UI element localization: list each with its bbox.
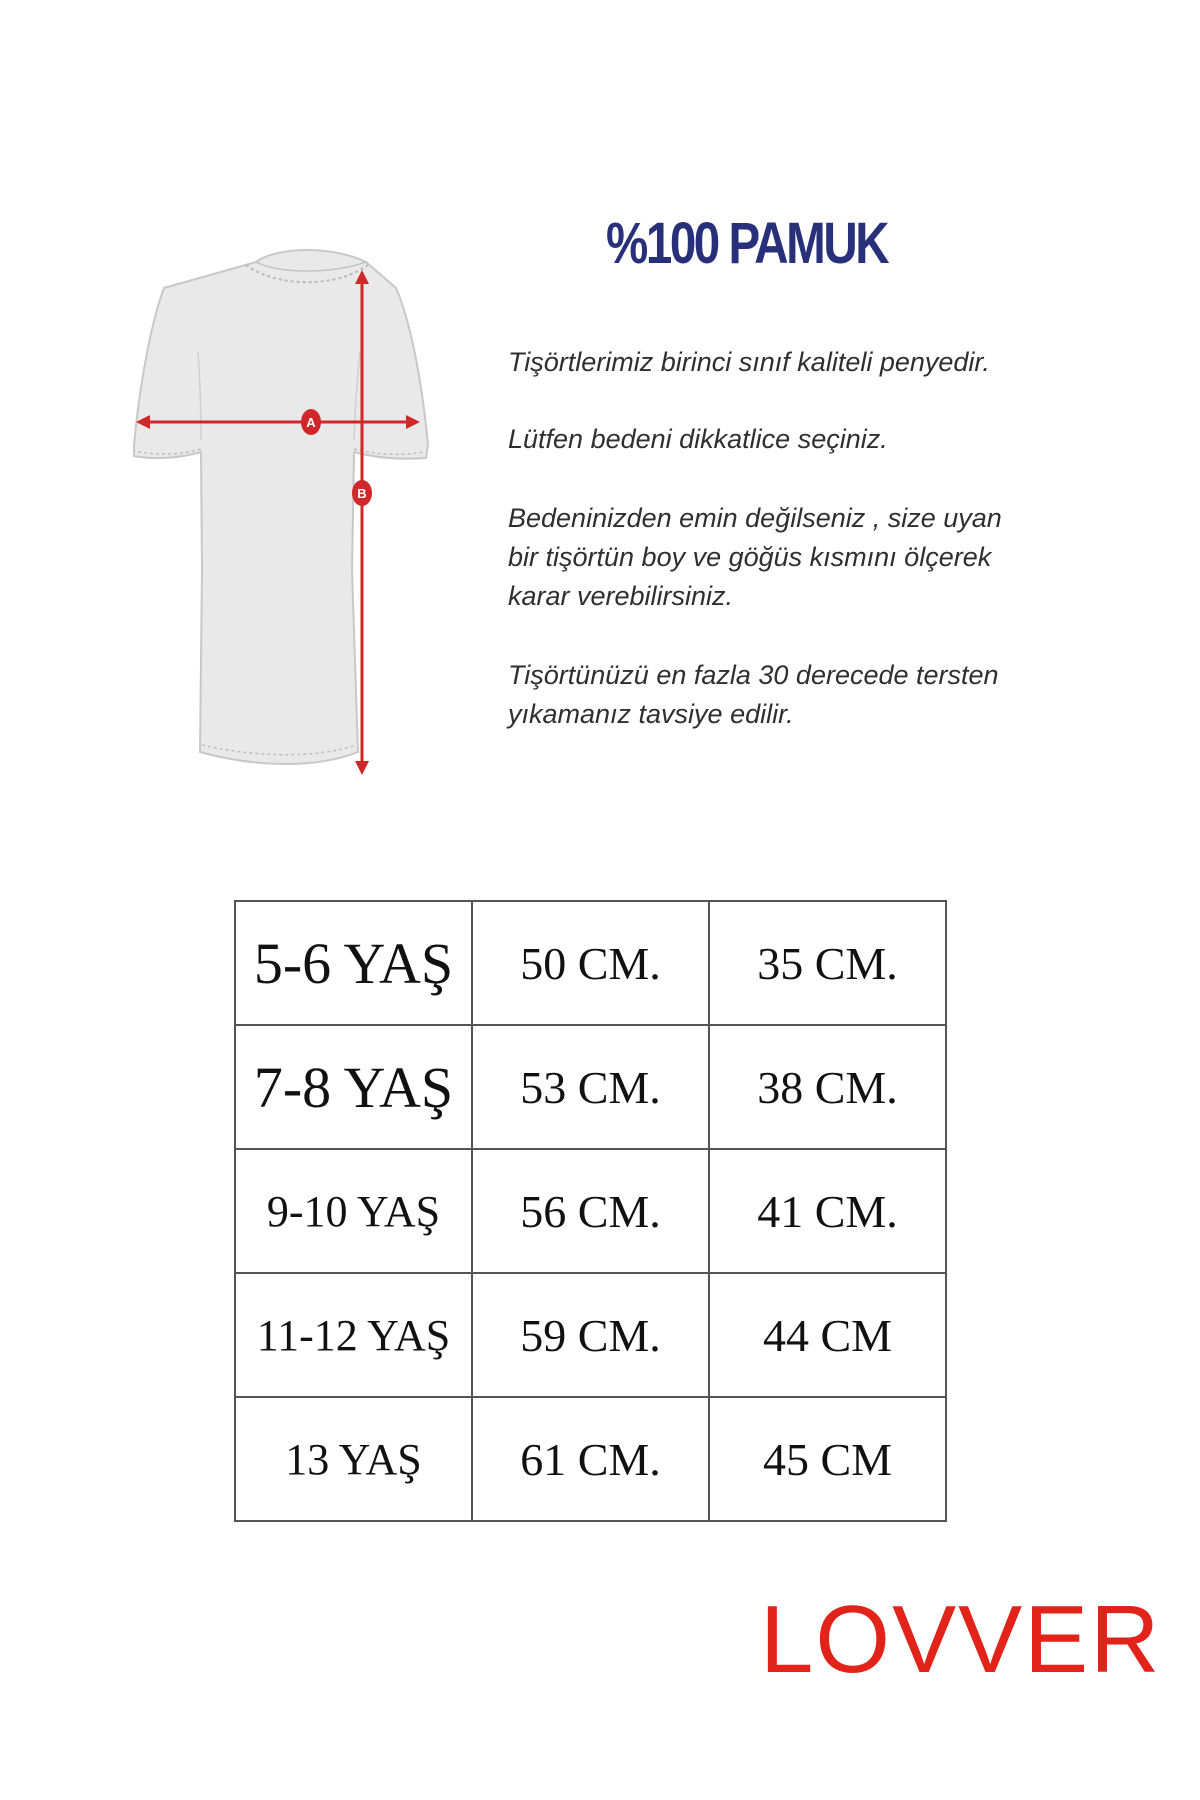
width-cell: 38 CM.: [709, 1025, 946, 1149]
washing-note: Tişörtünüzü en fazla 30 derecede tersten yıkamanız tavsiye edilir.: [508, 660, 999, 729]
tshirt-shape: [134, 250, 428, 764]
svg-text:A: A: [306, 415, 316, 430]
age-cell: 9-10 YAŞ: [235, 1149, 472, 1273]
material-headline: %100 PAMUK: [606, 211, 888, 276]
length-cell: 53 CM.: [472, 1025, 709, 1149]
table-row: [235, 901, 946, 1025]
table-row: [235, 1273, 946, 1397]
size-advice-note: Bedeninizden emin değilseniz , size uyan bir tişörtün boy ve göğüs kısmını ölçerek karar verebilirsiniz.: [508, 503, 1002, 611]
size-choice-note: Lütfen bedeni dikkatlice seçiniz.: [508, 424, 888, 454]
brand-logo: LOVVER: [760, 1586, 1162, 1693]
quality-note: Tişörtlerimiz birinci sınıf kaliteli penyedir.: [508, 347, 990, 377]
width-cell: 41 CM.: [709, 1149, 946, 1273]
size-chart-table: [234, 900, 947, 1522]
age-cell: 11-12 YAŞ: [235, 1273, 472, 1397]
length-cell: 59 CM.: [472, 1273, 709, 1397]
width-cell: 44 CM: [709, 1273, 946, 1397]
age-cell: 5-6 YAŞ: [235, 901, 472, 1025]
svg-text:B: B: [357, 486, 367, 501]
length-cell: 61 CM.: [472, 1397, 709, 1521]
length-cell: 50 CM.: [472, 901, 709, 1025]
table-row: [235, 1025, 946, 1149]
age-cell: 13 YAŞ: [235, 1397, 472, 1521]
age-cell: 7-8 YAŞ: [235, 1025, 472, 1149]
label-b-marker: [352, 480, 372, 506]
table-row: [235, 1149, 946, 1273]
width-cell: 35 CM.: [709, 901, 946, 1025]
length-cell: 56 CM.: [472, 1149, 709, 1273]
label-a-marker: [301, 409, 321, 435]
tshirt-measurement-diagram: [128, 240, 478, 785]
table-row: [235, 1397, 946, 1521]
width-cell: 45 CM: [709, 1397, 946, 1521]
